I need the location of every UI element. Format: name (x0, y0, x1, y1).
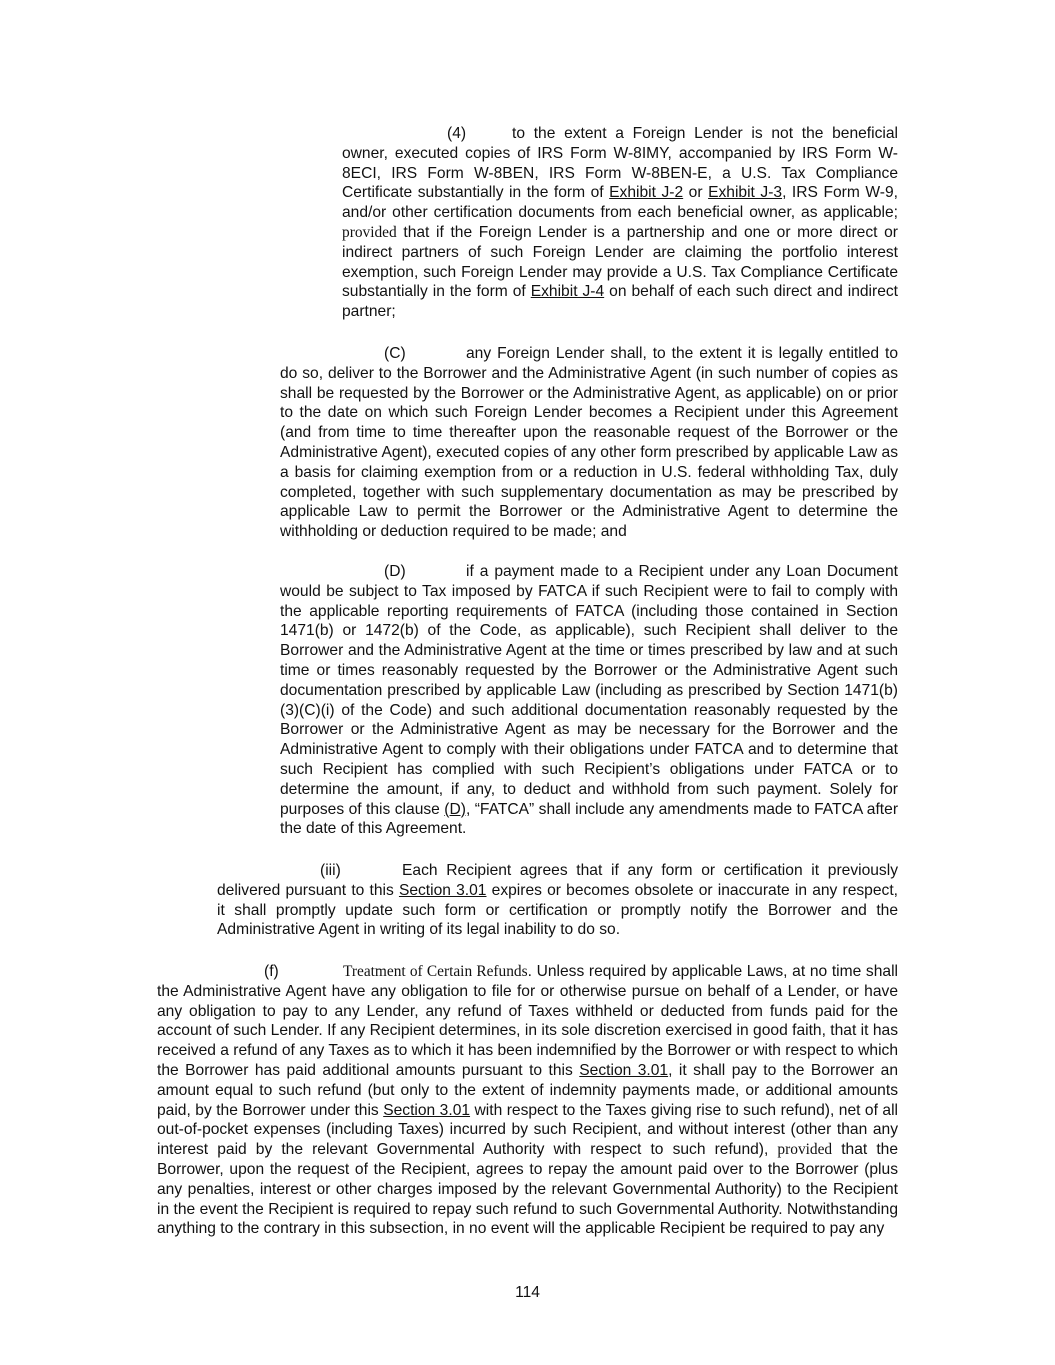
paragraph-4 (342, 124, 898, 322)
paragraph-d (280, 562, 898, 839)
paragraph-label: (4) (447, 125, 467, 142)
exhibit-j4-link[interactable]: Exhibit J-4 (530, 283, 605, 301)
section-3-01-link[interactable]: Section 3.01 (398, 881, 487, 899)
paragraph-text: , it shall pay to the Borrower an amount equal to such refund (but only to the extent of indemnity payments made, or additional amounts paid, by the Borrower under this (157, 1061, 898, 1119)
paragraph-label: (D) (384, 563, 406, 580)
paragraph-text: any Foreign Lender shall, to the extent it is legally entitled to do so, deliver to the Borrower and the Administrative Agent (in such number of copies as shall be requested by the Borrower or the Administrative Agent, as applicable) on or prior to the date on which such Foreign Lender becomes a Recipient under this Agreement (and from time to time thereafter upon the reasonable request of the Borrower or the Administrative Agent), executed copies of any other form prescribed by applicable Law as a basis for claiming exemption from or a reduction in U.S. federal withholding Tax, duly completed, together with such supplementary documentation as may be prescribed by applicable Law to permit the Borrower or the Administrative Agent to determine the withholding or deduction required to be made; and (280, 345, 898, 541)
exhibit-j3-link[interactable]: Exhibit J-3 (708, 184, 783, 202)
paragraph-text: if a payment made to a Recipient under any Loan Document would be subject to Tax imposed by FATCA if such Recipient were to fail to comply with the applicable reporting requirements of FATCA (including those contained in Section 1471(b) or 1472(b) of the Code, as applicable), such Recipient shall deliver to the Borrower and the Administrative Agent at the time or times prescribed by law and at such time or times reasonably requested by the Borrower or the Administrative Agent such documentation prescribed by applicable Law (including as prescribed by Section 1471(b)(3)(C)(i) of the Code) and such additional documentation reasonably requested by the Borrower or the Administrative Agent as may be necessary for the Borrower and the Administrative Agent to comply with their obligations under FATCA and to determine that such Recipient has complied with such Recipient’s obligations under FATCA or to determine the amount, if any, to deduct and withhold from such payment. Solely for purposes of this clause (280, 563, 898, 818)
paragraph-c (280, 344, 898, 542)
page-number: 114 (515, 1284, 540, 1301)
paragraph-text: that the Borrower, upon the request of the Recipient, agrees to repay the amount paid over to the Borrower (plus any penalties, interest or other charges imposed by the relevant Governmental Authority) to the Recipient in the event the Recipient is required to repay such refund to such Governmental Authority. Notwithstanding anything to the contrary in this subsection, in no event will the applicable Recipient be required to pay any (157, 1141, 898, 1238)
provided-term: provided (777, 1141, 833, 1159)
provided-term: provided (342, 223, 397, 241)
paragraph-text: , “FATCA” shall include any amendments made to FATCA after the date of this Agreement. (280, 800, 899, 838)
paragraph-text: . Unless required by applicable Laws, at no time shall the Administrative Agent have any obligation to file for or otherwise pursue on behalf of a Lender, or have any obligation to pay to any Lender, any refund of Taxes withheld or deducted from funds paid for the account of such Lender. If any Recipient determines, in its sole discretion exercised in good faith, that it has received a refund of any Taxes as to which it has been indemnified by the Borrower or with respect to which the Borrower has paid additional amounts pursuant to this (157, 963, 898, 1079)
paragraph-text: with respect to the Taxes giving rise to such refund), net of all out-of-pocket expenses (including Taxes) incurred by such Recipient, and without interest (other than any interest paid by the relevant Governmental Authority with respect to such refund), (157, 1101, 898, 1159)
paragraph-label: (C) (384, 345, 406, 362)
section-3-01-link[interactable]: Section 3.01 (579, 1061, 669, 1079)
paragraph-iii (217, 861, 898, 940)
paragraph-label: (iii) (320, 862, 341, 879)
paragraph-f (157, 962, 898, 1239)
section-heading: Treatment of Certain Refunds (343, 963, 528, 980)
paragraph-text: , IRS Form W-9, and/or other certification documents from each beneficial owner, as applicable; (342, 184, 898, 222)
exhibit-j2-link[interactable]: Exhibit J-2 (609, 184, 684, 202)
paragraph-text: or (683, 184, 709, 202)
clause-d-link[interactable]: (D) (444, 800, 466, 818)
paragraph-text: Each Recipient agrees that if any form or certification it previously delivered pursuant to this (217, 862, 898, 899)
paragraph-text: to the extent a Foreign Lender is not the beneficial owner, executed copies of IRS Form W-8IMY, accompanied by IRS Form W-8ECI, IRS Form W-8BEN, IRS Form W-8BEN-E, a U.S. Tax Compliance Certificate substantially in the form of (342, 125, 898, 202)
section-3-01-link[interactable]: Section 3.01 (383, 1101, 471, 1119)
paragraph-text: that if the Foreign Lender is a partnership and one or more direct or indirect partners of such Foreign Lender are claiming the portfolio interest exemption, such Foreign Lender may provide a U.S. Tax Compliance Certificate substantially in the form of (342, 223, 898, 301)
paragraph-text: expires or becomes obsolete or inaccurate in any respect, it shall promptly update such form or certification or promptly notify the Borrower and the Administrative Agent in writing of its legal inability to do so. (217, 881, 898, 939)
paragraph-text: on behalf of each such direct and indirect partner; (342, 283, 898, 321)
paragraph-label: (f) (264, 963, 279, 980)
